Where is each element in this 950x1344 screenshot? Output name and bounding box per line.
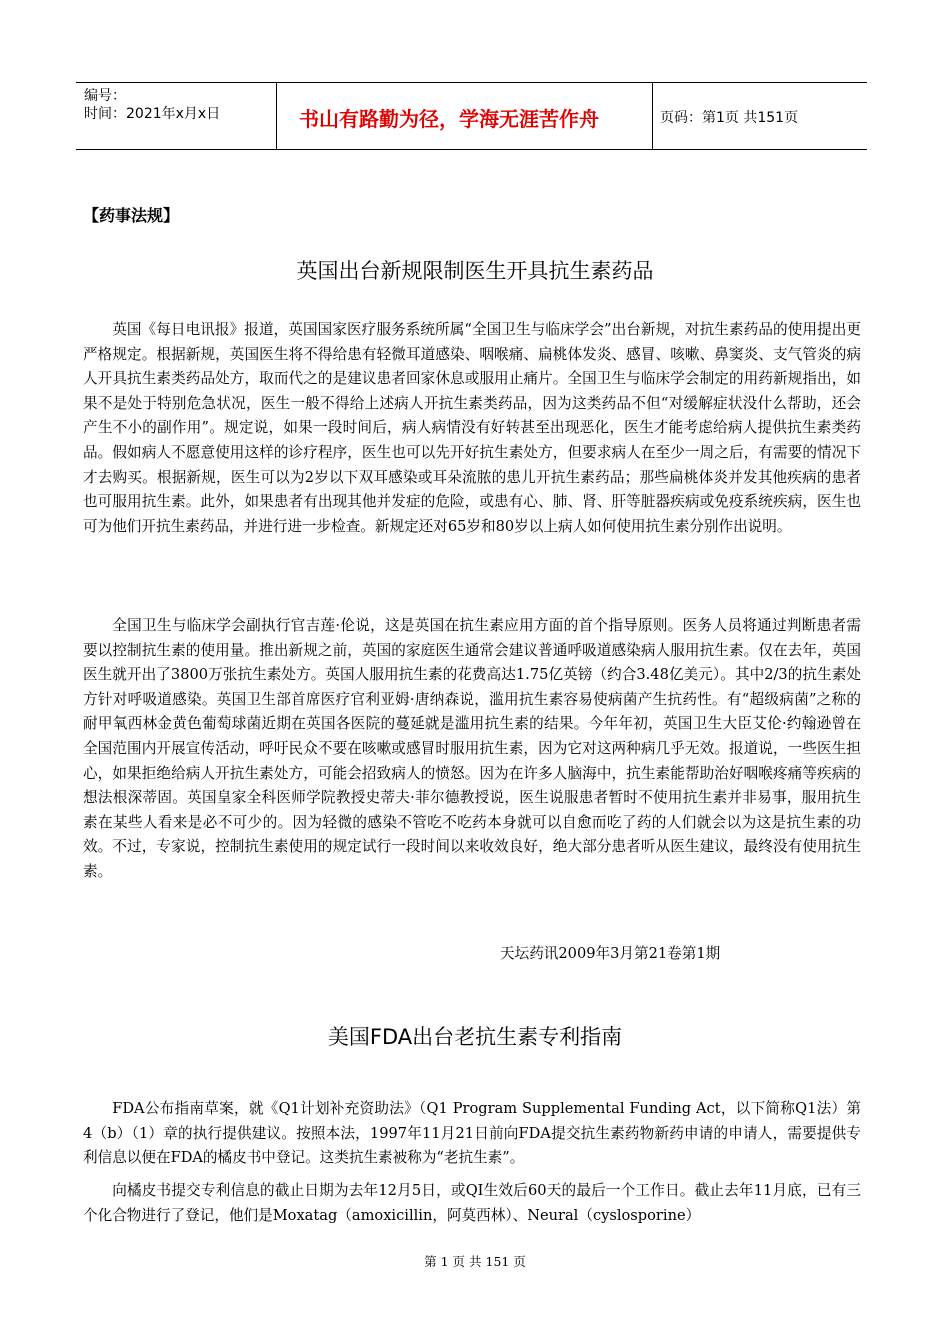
article-title: 美国FDA出台老抗生素专利指南 — [327, 1025, 623, 1049]
article-source: 天坛药讯2009年3月第21卷第1期 — [500, 945, 721, 962]
document-number-label: 编号： — [84, 88, 126, 104]
article-paragraph: 英国《每日电讯报》报道，英国国家医疗服务系统所属“全国卫生与临床学会”出台新规，对抗生素药品的使用提出更严格规定。根据新规，英国医生将不得给患有轻微耳道感染、咽喉痛、扁桃体发炎、感冒、咳嗽、鼻窦炎、支气管炎的病人开具抗生素类药品处方，取而代之的是建议患者回家休息或服用止痛片。全国卫生与临床学会制定的用药新规指出，如果不是处于特别危急状况，医生一般不得给上述病人开抗生素类药品，因为这类药品不但“对缓解症状没什么帮助，还会产生不小的副作用”。规定说，如果一段时间后，病人病情没有好转甚至出现恶化，医生才能考虑给病人提供抗生素类药品。假如病人不愿意使用这样的诊疗程序，医生也可以先开好抗生素处方，但要求病人在至少一周之后，有需要的情况下才去购买。根据新规，医生可以为2岁以下双耳感染或耳朵流脓的患儿开抗生素药品；那些扁桃体炎并发其他疾病的患者也可服用抗生素。此外，如果患者有出现其他并发症的危险，或患有心、肺、肾、肝等脏器疾病或免疫系统疾病，医生也可为他们开抗生素药品，并进行进一步检查。新规定还对65岁和80岁以上病人如何使用抗生素分别作出说明。 — [83, 321, 861, 535]
document-date: 时间：2021年x月x日 — [84, 106, 221, 122]
article-paragraph: 全国卫生与临床学会副执行官吉莲·伦说，这是英国在抗生素应用方面的首个指导原则。医务人员将通过判断患者需要以控制抗生素的使用量。推出新规之前，英国的家庭医生通常会建议普通呼吸道感染病人服用抗生素。仅在去年，英国医生就开出了3800万张抗生素处方。英国人服用抗生素的花费高达1.75亿英镑（约合3.48亿美元）。其中2/3的抗生素处方针对呼吸道感染。英国卫生部首席医疗官利亚姆·唐纳森说，滥用抗生素容易使病菌产生抗药性。有“超级病菌”之称的耐甲氧西林金黄色葡萄球菌近期在英国各医院的蔓延就是滥用抗生素的结果。今年年初，英国卫生大臣艾伦·约翰逊曾在全国范围内开展宣传活动，呼吁民众不要在咳嗽或感冒时服用抗生素，因为它对这两种病几乎无效。报道说，一些医生担心，如果拒绝给病人开抗生素处方，可能会招致病人的愤怒。因为在许多人脑海中，抗生素能帮助治好咽喉疼痛等疾病的想法根深蒂固。英国皇家全科医师学院教授史蒂夫·菲尔德教授说，医生说服患者暂时不使用抗生素并非易事，服用抗生素在某些人看来是必不可少的。因为轻微的感染不管吃不吃药本身就可以自愈而吃了药的人们就会以为这是抗生素的功效。不过，专家说，控制抗生素使用的规定试行一段时间以来收效良好，绝大部分患者听从医生建议，最终没有使用抗生素。 — [83, 617, 861, 880]
header-motto-cell — [276, 83, 653, 149]
article-title: 英国出台新规限制医生开具抗生素药品 — [296, 259, 654, 283]
section-tag: 【药事法规】 — [83, 206, 180, 225]
page-footer: 第 1 页 共 151 页 — [424, 1254, 526, 1269]
page-header — [76, 82, 867, 150]
article-paragraph: 向橘皮书提交专利信息的截止日期为去年12月5日，或QI生效后60天的最后一个工作日。截止去年11月底，已有三个化合物进行了登记，他们是Moxatag（amoxicillin，阿莫西林）、Neural（cyslosporine） — [83, 1182, 861, 1224]
header-page-info: 页码：第1页 共151页 — [660, 110, 799, 126]
article-paragraph: FDA公布指南草案，就《Q1计划补充资助法》（Q1 Program Supplemental Funding Act，以下简称Q1法）第4（b）（1）章的执行提供建议。按照本法，1997年11月21日前向FDA提交抗生素药物新药申请的申请人，需要提供专利信息以便在FDA的橘皮书中登记。这类抗生素被称为“老抗生素”。 — [83, 1100, 861, 1167]
header-motto: 书山有路勤为径，学海无涯苦作舟 — [299, 107, 599, 131]
header-meta — [84, 87, 276, 123]
